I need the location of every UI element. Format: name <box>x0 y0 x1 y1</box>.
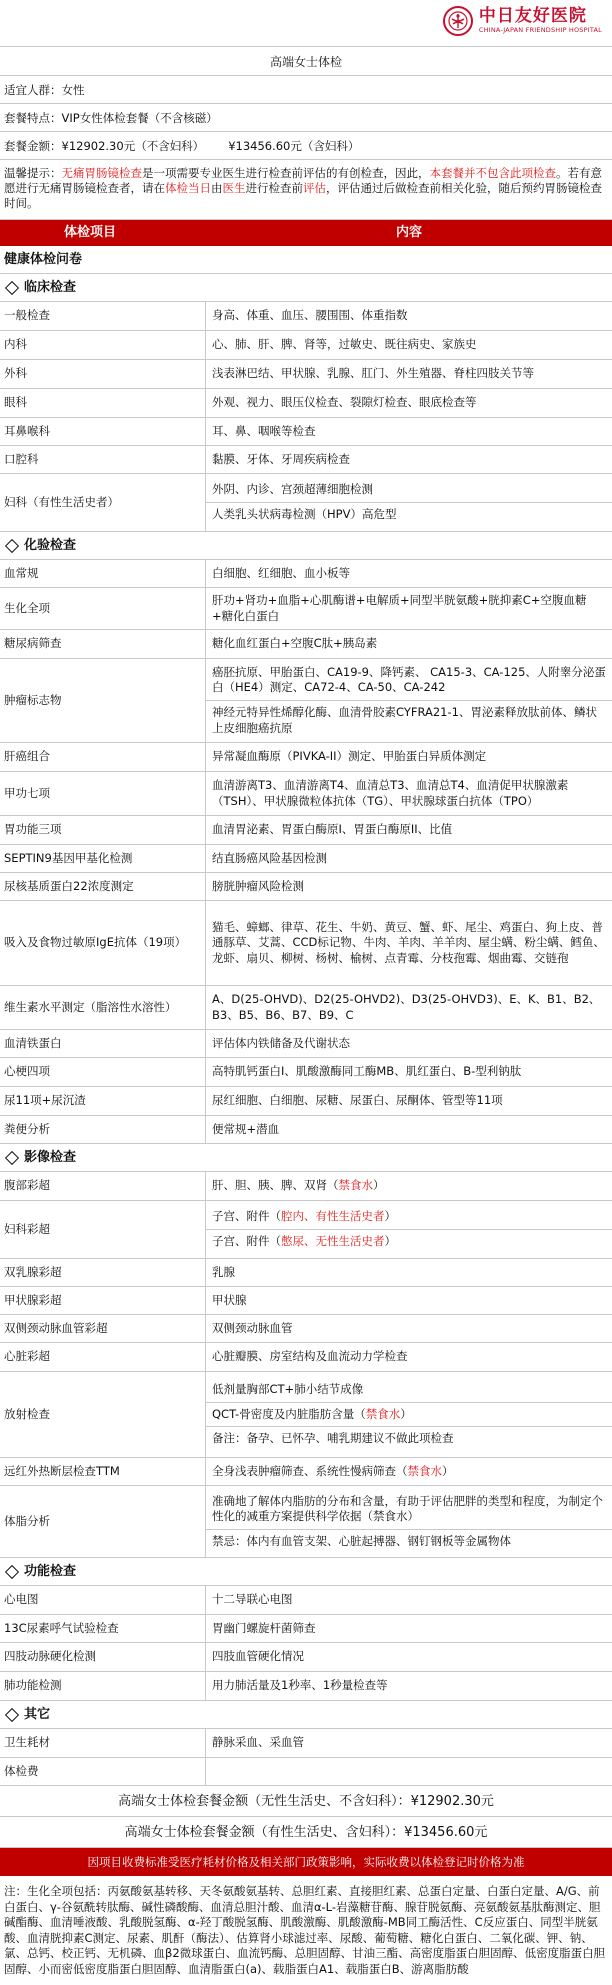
content-line: 甲状腺 <box>212 1292 247 1307</box>
content-line: 心脏瓣膜、房室结构及血流动力学检查 <box>212 1349 408 1364</box>
exam-item: 妇科（有性生活史者） <box>0 474 206 531</box>
table-row <box>0 816 612 845</box>
table-row <box>0 1486 612 1558</box>
table-row <box>0 474 612 532</box>
notice-text-1: 是一项需要专业医生进行检查前评估的有创检查，因此， <box>142 166 430 180</box>
content-line: 评估体内铁储备及代谢状态 <box>212 1035 350 1050</box>
diamond-bullet-icon <box>5 538 19 552</box>
exam-content <box>206 389 612 417</box>
category-title: 影像检查 <box>24 1149 77 1165</box>
biochem-footnote: 注：生化全项包括：丙氨酸氨基转移、天冬氨酸氨基转、总胆红素、直接胆红素、总蛋白定量、白蛋白定量、A/G、前白蛋白、γ-谷氨酰转肽酶、碱性磷酸酶、血清总胆汁酸、血清α-L-岩藻糖苷酶、腺苷脱氨酶、亮氨酸氨基肽酶测定、胆碱酯酶、血清唾液酸、乳酸脱氢酶、α-羟丁酸脱氢酶、肌酸激酶、肌酸激酶-MB同工酶活性、C反应蛋白、同型半胱氨酸、血清胱抑素C测定、尿素、肌酐（酶法）、估算肾小球滤过率、尿酸、葡萄糖、糖化白蛋白、二氧化碳、钾、钠、氯、总钙、校正钙、无机磷、血β2微球蛋白、血流钙酶、总胆固醇、甘油三酯、高密度脂蛋白胆固醇、低密度脂蛋白胆固醇、小而密低密度脂蛋白胆固醇、血清脂蛋白(a)、载脂蛋白A1、载脂蛋白B、游离脂肪酸 <box>4 1884 606 1976</box>
category-title: 临床检查 <box>24 279 77 295</box>
content-line <box>206 1205 612 1230</box>
exam-item: 心电图 <box>0 1586 206 1614</box>
table-row <box>0 772 612 816</box>
content-line: 心、肺、肝、脾、肾等，过敏史、既往病史、家族史 <box>212 337 477 352</box>
table-row <box>0 1287 612 1315</box>
content-line: 耳、鼻、咽喉等检查 <box>212 423 316 438</box>
highlight-text: 禁食水 <box>407 1463 442 1478</box>
exam-content <box>206 1030 612 1057</box>
table-row <box>0 986 612 1030</box>
price-without-gyn: 套餐金额：¥12902.30元（不含妇科） <box>4 139 205 153</box>
content-line: 身高、体重、血压、腰围围、体重指数 <box>212 308 408 323</box>
category-title: 功能检查 <box>24 1563 77 1579</box>
exam-content <box>206 1172 612 1200</box>
hospital-emblem-icon <box>443 6 473 36</box>
total-price-with-gyn: 高端女士体检套餐金额（有性生活史、含妇科）：¥13456.60元 <box>0 1817 612 1848</box>
exam-item: 肿瘤标志物 <box>0 659 206 742</box>
exam-item: 肝癌组合 <box>0 743 206 771</box>
exam-content <box>206 845 612 872</box>
notice-assess-highlight: 评估 <box>303 181 326 195</box>
diamond-bullet-icon <box>5 1564 19 1578</box>
exam-content <box>206 1615 612 1642</box>
exam-item: 血常规 <box>0 560 206 587</box>
exam-item: 口腔科 <box>0 446 206 473</box>
content-line: 糖化血红蛋白+空腹C肽+胰岛素 <box>212 636 378 651</box>
category-title: 其它 <box>24 1706 51 1722</box>
exam-item: 血清铁蛋白 <box>0 1030 206 1057</box>
exam-content <box>206 1259 612 1286</box>
exam-item: 外科 <box>0 360 206 388</box>
exam-item: 妇科彩超 <box>0 1201 206 1258</box>
exam-content <box>206 560 612 587</box>
highlight-text: 腔内、有性生活史者 <box>281 1209 385 1224</box>
exam-content <box>206 901 612 985</box>
category-heading <box>0 1144 612 1172</box>
notice-gastro-highlight: 无痛胃肠镜检查 <box>61 166 142 180</box>
content-text: 低剂量胸部CT+肺小结节成像 <box>212 1382 364 1397</box>
content-text: ） <box>442 1463 454 1478</box>
content-line: 黏膜、牙体、牙周疾病检查 <box>212 451 350 466</box>
notice-label: 温馨提示： <box>4 166 62 180</box>
table-row <box>0 845 612 873</box>
exam-content <box>206 1287 612 1314</box>
content-line: A、D(25-OHVD)、D2(25-OHVD2)、D3(25-OHVD3)、E、K、B1、B2、B3、B5、B6、B7、B9、C <box>212 991 601 1022</box>
table-row <box>0 331 612 360</box>
content-line: 准确地了解体内脂肪的分布和含量，有助于评估肥胖的类型和程度，为制定个性化的减重方案提供科学依据（禁食水） <box>206 1490 612 1530</box>
diamond-bullet-icon <box>5 1150 19 1164</box>
logo-name-cn: 中日友好医院 <box>478 6 587 27</box>
table-row <box>0 1315 612 1343</box>
header-item: 体检项目 <box>64 225 117 240</box>
exam-item: 甲功七项 <box>0 772 206 815</box>
exam-item: 一般检查 <box>0 302 206 330</box>
table-row <box>0 873 612 901</box>
notice-block <box>0 160 612 220</box>
content-text: 全身浅表肿瘤筛查、系统性慢病筛查（ <box>212 1463 408 1478</box>
exam-item: SEPTIN9基因甲基化检测 <box>0 845 206 872</box>
content-line: 高特肌钙蛋白I、肌酸激酶同工酶MB、肌红蛋白、B-型利钠肽 <box>212 1064 522 1079</box>
content-line: 浅表淋巴结、甲状腺、乳腺、肛门、外生殖器、脊柱四肢关节等 <box>212 366 534 381</box>
exam-content <box>206 331 612 359</box>
hospital-logo <box>443 6 602 36</box>
exam-content <box>206 659 612 742</box>
content-line <box>206 1427 612 1451</box>
exam-content <box>206 772 612 815</box>
exam-content <box>206 1672 612 1700</box>
category-heading <box>0 1558 612 1586</box>
content-line: 血清游离T3、血清游离T4、血清总T3、血清总T4、血清促甲状腺激素（TSH）、甲状腺微粒体抗体（TG）、甲状腺球蛋白抗体（TPO） <box>212 777 569 808</box>
content-line: 肝功+肾功+血脂+心肌酶谱+电解质+同型半胱氨酸+胱抑素C+空腹血糖+糖化白蛋白 <box>212 592 587 623</box>
exam-content <box>206 986 612 1029</box>
exam-table-body <box>0 246 612 1786</box>
notice-text-3: 由 <box>211 181 223 195</box>
content-text: ） <box>400 1406 412 1421</box>
table-row <box>0 1458 612 1486</box>
exam-content <box>206 743 612 771</box>
content-line <box>212 1175 606 1197</box>
exam-item: 体脂分析 <box>0 1486 206 1557</box>
exam-item: 卫生耗材 <box>0 1729 206 1757</box>
content-line <box>206 1403 612 1428</box>
content-line: 禁忌：体内有血管支架、心脏起搏器、钢钉钢板等金属物体 <box>212 1533 511 1548</box>
exam-content <box>206 446 612 473</box>
exam-item: 远红外热断层检查TTM <box>0 1458 206 1485</box>
price-with-gyn: ¥13456.60元（含妇科） <box>228 139 360 153</box>
exam-content <box>206 1586 612 1614</box>
table-row <box>0 1087 612 1116</box>
crowd-row: 适宜人群：女性 <box>0 76 612 104</box>
table-row <box>0 360 612 389</box>
exam-content <box>206 1116 612 1143</box>
content-text: ） <box>384 1209 396 1224</box>
exam-content <box>206 1087 612 1115</box>
category-title: 化验检查 <box>24 537 77 553</box>
exam-item: 糖尿病筛查 <box>0 630 206 658</box>
exam-item: 胃功能三项 <box>0 816 206 844</box>
table-row <box>0 901 612 986</box>
exam-item: 尿核基质蛋白22浓度测定 <box>0 873 206 900</box>
exam-content <box>206 816 612 844</box>
table-row <box>0 1758 612 1786</box>
exam-item: 双乳腺彩超 <box>0 1259 206 1286</box>
content-line: 膀胱肿瘤风险检测 <box>212 878 304 893</box>
notice-text-4: 进行检查前 <box>245 181 303 195</box>
content-line: 十二导联心电图 <box>212 1592 293 1607</box>
exam-content <box>206 1643 612 1671</box>
table-row <box>0 1586 612 1615</box>
content-line: 用力肺活量及1秒率、1秒量检查等 <box>212 1678 388 1693</box>
content-line: 异常凝血酶原（PIVKA-II）测定、甲胎蛋白异质体测定 <box>212 749 487 764</box>
table-row <box>0 1372 612 1458</box>
table-row <box>0 588 612 630</box>
table-row <box>0 1729 612 1758</box>
table-row <box>0 418 612 446</box>
exam-item: 吸入及食物过敏原IgE抗体（19项） <box>0 901 206 985</box>
table-row <box>0 1643 612 1672</box>
table-row <box>0 1672 612 1701</box>
exam-content <box>206 1758 612 1785</box>
feature-row: 套餐特点：VIP女性体检套餐（不含核磁） <box>0 104 612 132</box>
content-line: 外阴、内诊、宫颈超薄细胞检测 <box>206 478 612 503</box>
exam-content <box>206 1343 612 1371</box>
content-line: 神经元特异性烯醇化酶、血清骨胶素CYFRA21-1、胃泌素释放肽前体、鳞状上皮细胞癌抗原 <box>212 705 597 735</box>
highlight-text: 憋尿、无性生活史者 <box>281 1234 385 1248</box>
exam-item: 粪便分析 <box>0 1116 206 1143</box>
exam-content <box>206 1486 612 1557</box>
content-text: 备注：备孕、已怀孕、哺乳期建议不做此项检查 <box>212 1431 454 1446</box>
table-row <box>0 1030 612 1058</box>
content-line: 白细胞、红细胞、血小板等 <box>212 565 350 580</box>
exam-item: 眼科 <box>0 389 206 417</box>
exam-content <box>206 1201 612 1258</box>
category-heading <box>0 1701 612 1729</box>
content-line: 外观、视力、眼压仪检查、裂隙灯检查、眼底检查等 <box>212 395 477 410</box>
logo-bar <box>0 0 612 46</box>
content-text: ） <box>384 1234 396 1248</box>
exam-content <box>206 360 612 388</box>
table-row <box>0 1259 612 1287</box>
exam-item: 四肢动脉硬化检测 <box>0 1643 206 1671</box>
content-line: 癌胚抗原、甲胎蛋白、CA19-9、降钙素、 CA15-3、CA-125、人附睾分泌蛋白（HE4）测定、CA72-4、CA-50、CA-242 <box>206 661 612 701</box>
table-row <box>0 1058 612 1087</box>
exam-item: 体检费 <box>0 1758 206 1785</box>
content-line <box>206 1378 612 1403</box>
price-disclaimer: 因项目收费标准受医疗耗材价格及相关部门政策影响，实际收费以体检登记时价格为准 <box>0 1848 612 1876</box>
exam-item: 肺功能检测 <box>0 1672 206 1700</box>
content-line: 胃幽门螺旋杆菌筛查 <box>212 1620 316 1635</box>
content-line: 双侧颈动脉血管 <box>212 1320 293 1335</box>
table-header <box>0 220 612 246</box>
header-content: 内容 <box>395 225 422 240</box>
table-row <box>0 659 612 743</box>
table-row <box>0 302 612 331</box>
table-row <box>0 1343 612 1372</box>
content-line <box>206 1230 612 1254</box>
content-line: 人类乳头状病毒检测（HPV）高危型 <box>212 507 397 521</box>
exam-content <box>206 1058 612 1086</box>
exam-item: 生化全项 <box>0 588 206 629</box>
exam-item: 心梗四项 <box>0 1058 206 1086</box>
table-row <box>0 1615 612 1643</box>
exam-item: 甲状腺彩超 <box>0 1287 206 1314</box>
exam-content <box>206 302 612 330</box>
exam-item: 心脏彩超 <box>0 1343 206 1371</box>
exam-content <box>206 418 612 445</box>
exam-content <box>206 1729 612 1757</box>
exam-content <box>206 1372 612 1457</box>
table-row <box>0 560 612 588</box>
exam-item: 内科 <box>0 331 206 359</box>
exam-content <box>206 630 612 658</box>
notice-exclusion-highlight: 本套餐并不包含此项检查 <box>429 166 556 180</box>
content-text: QCT-骨密度及内脏脂肪含量（ <box>212 1406 366 1421</box>
notice-day-highlight: 体检当日 <box>165 181 211 195</box>
content-text: 子宫、附件（ <box>212 1209 281 1224</box>
diamond-bullet-icon <box>5 1707 19 1721</box>
exam-content <box>206 1458 612 1485</box>
exam-content <box>206 1315 612 1342</box>
content-text: 肝、胆、胰、脾、双肾（ <box>212 1178 339 1193</box>
logo-name-en: CHINA-JAPAN FRIENDSHIP HOSPITAL <box>478 25 602 34</box>
price-row <box>0 132 612 160</box>
exam-content <box>206 873 612 900</box>
exam-item: 13C尿素呼气试验检查 <box>0 1615 206 1642</box>
table-row <box>0 389 612 418</box>
exam-item: 尿11项+尿沉渣 <box>0 1087 206 1115</box>
category-heading <box>0 274 612 302</box>
content-line: 四肢血管硬化情况 <box>212 1649 304 1664</box>
exam-item: 放射检查 <box>0 1372 206 1457</box>
exam-item: 维生素水平测定（脂溶性水溶性） <box>0 986 206 1029</box>
total-price-without-gyn: 高端女士体检套餐金额（无性生活史、不含妇科）：¥12902.30元 <box>0 1786 612 1817</box>
content-line: 尿红细胞、白细胞、尿糖、尿蛋白、尿酮体、管型等11项 <box>212 1093 503 1108</box>
notice-text-2: 。若有意愿进行无痛胃肠镜检查者，请在 <box>4 166 602 195</box>
content-line: 结直肠癌风险基因检测 <box>212 850 327 865</box>
exam-content <box>206 474 612 531</box>
exam-item: 耳鼻喉科 <box>0 418 206 445</box>
content-line: 静脉采血、采血管 <box>212 1735 304 1750</box>
table-row <box>0 1201 612 1259</box>
notice-text-5: ，评估通过后做检查前相关化验，随后预约胃肠镜检查时间。 <box>4 181 602 210</box>
table-row <box>0 630 612 659</box>
content-line: 乳腺 <box>212 1264 235 1279</box>
content-line: 猫毛、蟑螂、律草、花生、牛奶、黄豆、蟹、虾、尾尘、鸡蛋白、狗上皮、普通豚草、艾蒿、CCD标记物、牛肉、羊肉、羊羊肉、屋尘螨、粉尘螨、鳕鱼、龙虾、扇贝、柳树、杨树、榆树、点青霉、分枝孢霉、烟曲霉、交链孢 <box>212 919 605 965</box>
content-text: ） <box>373 1178 385 1193</box>
content-line <box>212 1461 606 1483</box>
content-text: 子宫、附件（ <box>212 1234 281 1248</box>
table-row <box>0 1116 612 1144</box>
notice-doctor-highlight: 医生 <box>222 181 246 195</box>
diamond-bullet-icon <box>5 280 19 294</box>
exam-item: 双侧颈动脉血管彩超 <box>0 1315 206 1342</box>
document-title: 高端女士体检 <box>0 46 612 76</box>
table-row <box>0 743 612 772</box>
content-line: 血清胃泌素、胃蛋白酶原I、胃蛋白酶原II、比值 <box>212 822 453 837</box>
table-row <box>0 1172 612 1201</box>
table-row <box>0 446 612 474</box>
section-heading: 健康体检问卷 <box>0 246 612 274</box>
content-line: 便常规+潜血 <box>212 1121 280 1136</box>
highlight-text: 禁食水 <box>338 1178 373 1193</box>
exam-item: 腹部彩超 <box>0 1172 206 1200</box>
content-line <box>212 1769 606 1775</box>
exam-content <box>206 588 612 629</box>
category-heading <box>0 532 612 560</box>
highlight-text: 禁食水 <box>365 1406 401 1421</box>
